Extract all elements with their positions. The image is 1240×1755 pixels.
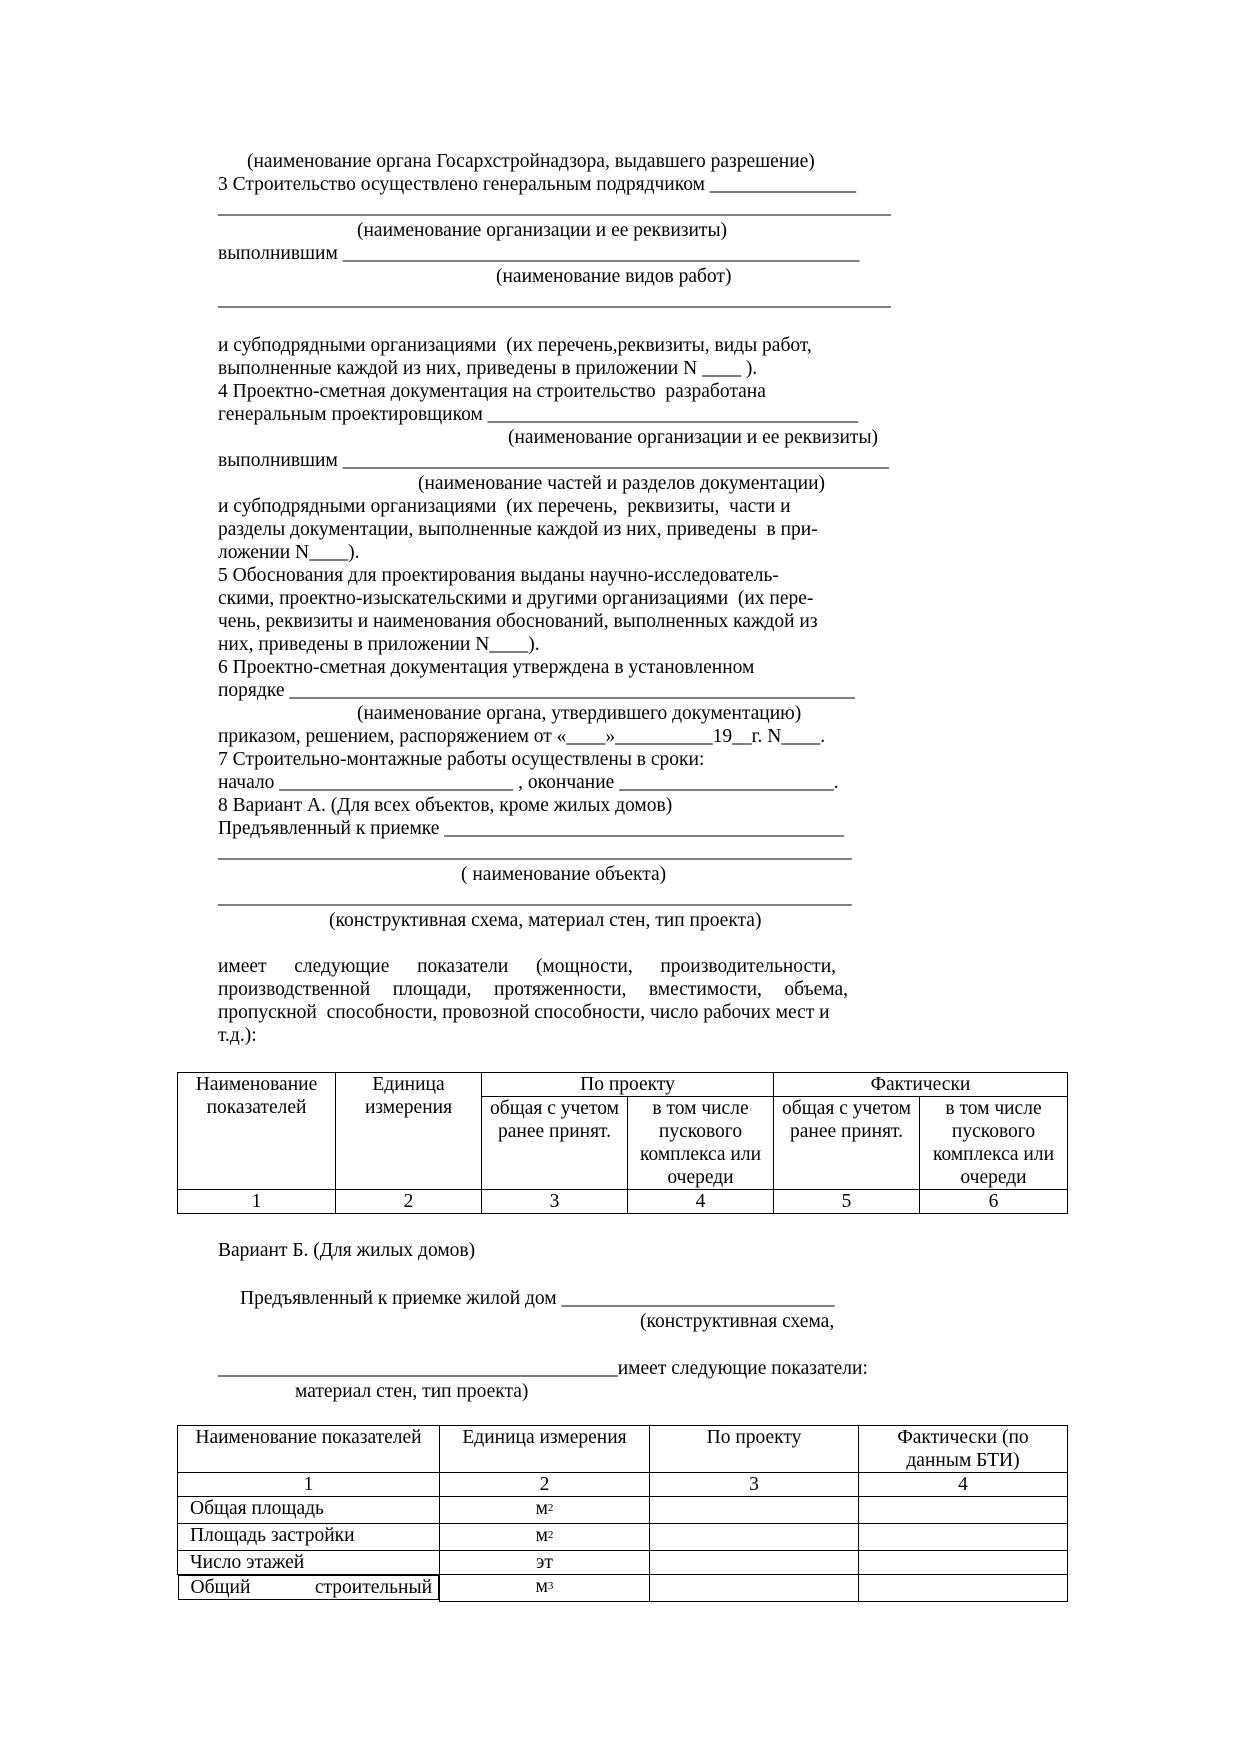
- caption-approver: (наименование органа, утвердившего документацию): [357, 703, 802, 724]
- section5-line-1: 5 Обоснования для проектирования выданы научно-исследователь-: [218, 565, 779, 586]
- caption-scheme: (конструктивная схема, материал стен, тип проекта): [329, 910, 762, 931]
- section4-line-1: 4 Проектно-сметная документация на строительство разработана: [218, 381, 766, 402]
- row-actual-value: [859, 1524, 1068, 1551]
- section7-line-2: начало ________________________ , окончание ______________________.: [218, 772, 839, 793]
- row-name: Число этажей: [178, 1551, 440, 1575]
- header-name: Наименование показателей: [178, 1426, 440, 1473]
- subcontractors-line-2: выполненные каждой из них, приведены в приложении N ____ ).: [218, 358, 758, 379]
- header-actual: Фактически: [774, 1073, 1068, 1097]
- header-project-incl: в том числе пускового комплекса или очереди: [628, 1097, 774, 1190]
- indicators-line-1: имеет следующие показатели (мощности, производительности,: [218, 956, 837, 977]
- row-unit: эт: [440, 1551, 650, 1575]
- column-number: 5: [774, 1190, 920, 1214]
- table-row: [178, 1575, 1068, 1602]
- section5-line-2: скими, проектно-изыскательскими и другими организациями (их пере-: [218, 588, 814, 609]
- subcontractors-line-1: и субподрядными организациями (их перечень,реквизиты, виды работ,: [218, 335, 812, 356]
- header-actual-incl: в том числе пускового комплекса или очереди: [920, 1097, 1068, 1190]
- section6-line-2: порядке __________________________________________________________: [218, 680, 855, 701]
- variant-b-caption-scheme: (конструктивная схема,: [640, 1311, 835, 1332]
- row-name: Общая площадь: [178, 1497, 440, 1524]
- section5-line-4: них, приведены в приложении N____).: [218, 634, 540, 655]
- blank-line: _________________________________________________________________: [218, 887, 852, 908]
- section4-sub-2: разделы документации, выполненные каждой из них, приведены в при-: [218, 519, 818, 540]
- blank-line: _____________________________________________________________________: [218, 289, 891, 310]
- row-project-value: [650, 1524, 859, 1551]
- presented-line: Предъявленный к приемке _________________________________________: [218, 818, 845, 839]
- column-number: 4: [859, 1473, 1068, 1497]
- column-number: 6: [920, 1190, 1068, 1214]
- indicators-line-2: производственной площади, протяженности, вместимости, объема,: [218, 979, 849, 1000]
- caption-org-2: (наименование организации и ее реквизиты): [508, 427, 879, 448]
- header-project-total: общая с учетом ранее принят.: [482, 1097, 628, 1190]
- indicators-table-b: [177, 1425, 1068, 1602]
- variant-b-indicators-line: _________________________________________имеет следующие показатели:: [218, 1358, 868, 1379]
- indicators-line-4: т.д.):: [218, 1025, 257, 1046]
- indicators-table-a: [177, 1072, 1068, 1214]
- row-project-value: [650, 1575, 859, 1602]
- general-contractor-line: 3 Строительство осуществлено генеральным подрядчиком _______________: [218, 174, 857, 195]
- header-name: Наименование показателей: [178, 1073, 336, 1190]
- header-project: По проекту: [650, 1426, 859, 1473]
- row-project-value: [650, 1497, 859, 1524]
- performed-line-2: выполнившим ________________________________________________________: [218, 450, 889, 471]
- order-line: приказом, решением, распоряжением от «____»__________19__г. N____.: [218, 726, 826, 747]
- indicators-line-3: пропускной способности, провозной способности, число рабочих мест и: [218, 1002, 830, 1023]
- header-actual-total: общая с учетом ранее принят.: [774, 1097, 920, 1190]
- column-number: 1: [178, 1473, 440, 1497]
- variant-b-presented: Предъявленный к приемке жилой дом ____________________________: [240, 1288, 835, 1309]
- caption-org: (наименование организации и ее реквизиты): [357, 220, 728, 241]
- column-number: 2: [336, 1190, 482, 1214]
- header-actual: Фактически (по данным БТИ): [859, 1426, 1068, 1473]
- caption-gosarch: (наименование органа Госархстройнадзора, выдавшего разрешение): [247, 151, 815, 172]
- caption-object: ( наименование объекта): [461, 864, 667, 885]
- row-project-value: [650, 1551, 859, 1575]
- section4-sub-3: ложении N____).: [218, 542, 360, 563]
- section8-title: 8 Вариант А. (Для всех объектов, кроме жилых домов): [218, 795, 673, 816]
- column-number: 2: [440, 1473, 650, 1497]
- row-name: Общий строительный: [178, 1575, 440, 1600]
- section4-sub-1: и субподрядными организациями (их перечень, реквизиты, части и: [218, 496, 791, 517]
- caption-parts: (наименование частей и разделов документации): [418, 473, 826, 494]
- column-number: 3: [650, 1473, 859, 1497]
- header-unit: Единица измерения: [440, 1426, 650, 1473]
- header-project: По проекту: [482, 1073, 774, 1097]
- variant-b-caption-walls: материал стен, тип проекта): [295, 1381, 529, 1402]
- table-row: [178, 1551, 1068, 1575]
- row-unit: $м^3$: [440, 1575, 650, 1602]
- header-unit: Единица измерения: [336, 1073, 482, 1190]
- section4-line-2: генеральным проектировщиком ______________________________________: [218, 404, 859, 425]
- row-name: Площадь застройки: [178, 1524, 440, 1551]
- section6-line-1: 6 Проектно-сметная документация утверждена в установленном: [218, 657, 755, 678]
- caption-work-types: (наименование видов работ): [496, 266, 732, 287]
- row-actual-value: [859, 1551, 1068, 1575]
- column-number: 1: [178, 1190, 336, 1214]
- section5-line-3: чень, реквизиты и наименования обоснований, выполненных каждой из: [218, 611, 818, 632]
- blank-line: _________________________________________________________________: [218, 841, 852, 862]
- column-number: 4: [628, 1190, 774, 1214]
- row-unit: $м^2$: [440, 1497, 650, 1524]
- row-actual-value: [859, 1575, 1068, 1602]
- section7-line-1: 7 Строительно-монтажные работы осуществлены в сроки:: [218, 749, 705, 770]
- row-actual-value: [859, 1497, 1068, 1524]
- variant-b-title: Вариант Б. (Для жилых домов): [218, 1240, 476, 1261]
- row-unit: $м^2$: [440, 1524, 650, 1551]
- table-row: [178, 1497, 1068, 1524]
- column-number: 3: [482, 1190, 628, 1214]
- table-row: [178, 1524, 1068, 1551]
- blank-line: _____________________________________________________________________: [218, 197, 891, 218]
- performed-line: выполнившим _____________________________________________________: [218, 243, 860, 264]
